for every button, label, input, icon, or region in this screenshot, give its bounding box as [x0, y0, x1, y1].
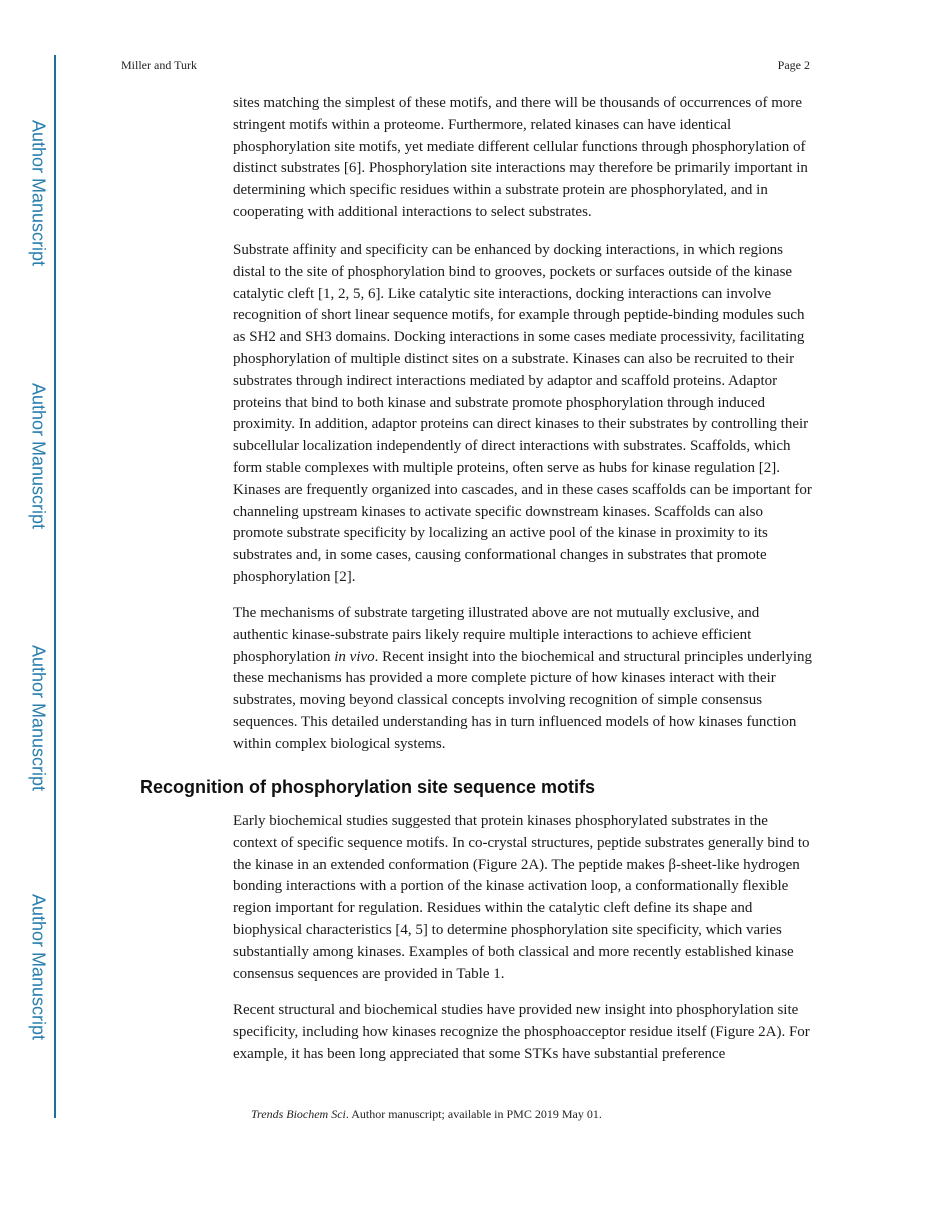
sidebar-label-text: Author Manuscript [28, 382, 49, 530]
paragraph-text: sites matching the simplest of these motifs, and there will be thousands of occurrences of more stringent motifs within a proteome. Furthermore, related kinases can have identical phosphorylation site motifs, yet mediate different cellular functions through phosphorylation of distinct substrates [6]. Phosphorylation site interactions may therefore be primarily important in determining which specific residues within a substrate protein are phosphorylated, and in cooperating with additional interactions to select substrates. [233, 95, 808, 220]
text-run: . Recent insight into the biochemical and structural principles underlying these mechanisms has provided a more complete picture of how kinases interact with their substrates, moving beyond classical concepts involving recognition of simple consensus sequences. This detailed understanding has in turn influenced models of how kinases function within complex biological systems. [233, 648, 813, 752]
paragraph-text [233, 603, 813, 756]
italic-term: in vivo [334, 648, 375, 665]
paragraph-5 [233, 1000, 813, 1065]
section-heading: Recognition of phosphorylation site sequence motifs [140, 777, 596, 797]
paragraph-4 [233, 811, 813, 985]
sidebar-rule [54, 55, 56, 1118]
sidebar-label-text: Author Manuscript [28, 644, 49, 792]
paragraph-3 [233, 603, 813, 756]
paragraph-text: Substrate affinity and specificity can be enhanced by docking interactions, in which regions distal to the site of phosphorylation bind to grooves, pockets or surfaces outside of the kinase catalytic cleft [1, 2, 5, 6]. Like catalytic site interactions, docking interactions can involve recognition of short linear sequence motifs, for example through peptide-binding modules such as SH2 and SH3 domains. Docking interactions in some cases mediate processivity, facilitating phosphorylation of multiple distinct sites on a substrate. Kinases can also be recruited to their substrates through indirect interactions mediated by adaptor and scaffold proteins. Adaptor proteins that bind to both kinase and substrate promote phosphorylation through induced proximity. In addition, adaptor proteins can direct kinases to their substrates by controlling their subcellular localization independently of direct interactions with substrates. Scaffolds, which form stable complexes with multiple proteins, often serve as hubs for kinase regulation [2]. Kinases are frequently organized into cascades, and in these cases scaffolds can be important for channeling upstream kinases to activate specific downstream kinases. Scaffolds can also promote substrate specificity by localizing an active pool of the kinase in proximity to its substrates and, in some cases, causing conformational changes in substrates that promote phosphorylation [2]. [233, 242, 812, 585]
page-number: Page 2 [777, 58, 810, 72]
sidebar-label-text: Author Manuscript [28, 893, 49, 1041]
journal-name: Trends Biochem Sci [251, 1107, 346, 1121]
paragraph-text: Recent structural and biochemical studies have provided new insight into phosphorylation site specificity, including how kinases recognize the phosphoacceptor residue itself (Figure 2A). For example, it has been long appreciated that some STKs have substantial preference [233, 1002, 810, 1062]
text-run: The mechanisms of substrate targeting illustrated above are not mutually exclusive, and authentic kinase-substrate pairs likely require multiple interactions to achieve efficient phosphorylation [233, 605, 760, 665]
paragraph-2 [233, 240, 813, 589]
paragraph-text: Early biochemical studies suggested that protein kinases phosphorylated substrates in the context of specific sequence motifs. In co-crystal structures, peptide substrates generally bind to the kinase in an extended conformation (Figure 2A). The peptide makes β-sheet-like hydrogen bonding interactions with a portion of the kinase activation loop, a conformationally flexible region important for regulation. Residues within the catalytic cleft define its shape and biophysical characteristics [4, 5] to determine phosphorylation site specificity, which varies substantially among kinases. Examples of both classical and more recently established kinase consensus sequences are provided in Table 1. [233, 813, 810, 982]
sidebar-label-text: Author Manuscript [28, 119, 49, 267]
footer-text: . Author manuscript; available in PMC 2019 May 01. [345, 1107, 602, 1121]
running-head-authors: Miller and Turk [121, 58, 198, 72]
paragraph-1 [233, 93, 813, 224]
footer-citation [251, 1107, 602, 1122]
